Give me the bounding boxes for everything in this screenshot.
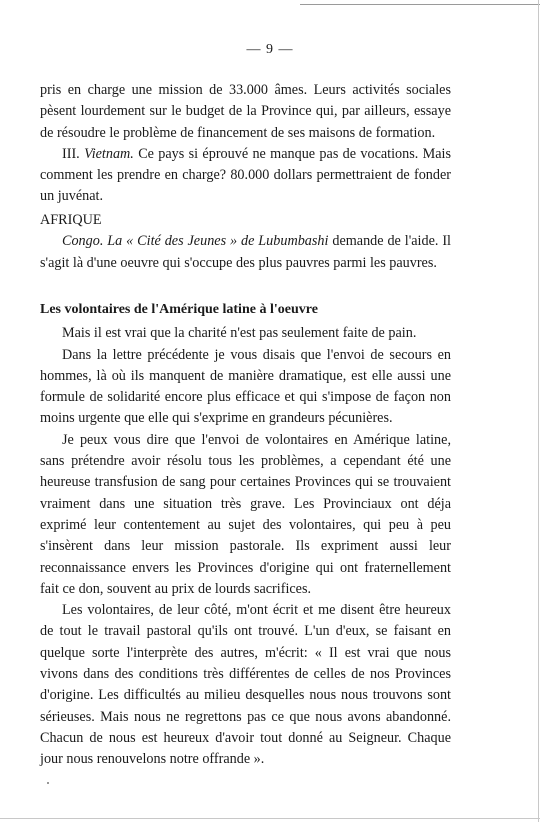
right-edge-rule bbox=[538, 0, 539, 822]
page-number: — 9 — bbox=[246, 42, 294, 57]
section-heading: Les volontaires de l'Amérique latine à l'oeuvre bbox=[40, 302, 318, 317]
country-name: Vietnam. bbox=[84, 145, 134, 162]
paragraph-volunteers-letter: Les volontaires, de leur côté, m'ont écrit et me disent être heureux de tout le travail pastoral qu'ils ont trouvé. L'un d'eux, se faisant en quelque sorte l'interprète des autres, m'écrit: « Il est vrai que nous vivons dans des conditions très différentes de celles de nos Provinces d'origine. Les difficultés au milieu desquelles nous nous trouvons sont sérieuses. Mais nous ne regrettons pas ce que nous avons abandonné. Chacun de nous est heureux d'avoir tout donné au Seigneur. Chaque jour nous renouvelons notre offrande ». bbox=[40, 602, 451, 768]
top-edge-rule bbox=[300, 4, 540, 5]
afrique-heading: AFRIQUE bbox=[40, 212, 102, 228]
opening-text bbox=[40, 80, 451, 208]
congo-italic-lead: Congo. La « Cité des Jeunes » de Lubumbashi bbox=[62, 233, 329, 250]
paragraph-congo bbox=[40, 231, 451, 274]
vietnam-text: Ce pays si éprouvé ne manque pas de vocations. Mais comment les prendre en charge? 80.000 dollars permettraient de fonder un juvénat. bbox=[40, 145, 452, 205]
paragraph-charity: Mais il est vrai que la charité n'est pas seulement faite de pain. bbox=[62, 325, 417, 342]
congo-text: demande de l'aide. Il s'agit là d'une oeuvre qui s'occupe des plus pauvres parmi les pauvres. bbox=[40, 233, 451, 271]
paragraph-volunteers-sent: Je peux vous dire que l'envoi de volontaires en Amérique latine, sans prétendre avoir résolu tous les problèmes, a cependant été une heureuse transfusion de sang pour certaines Provinces qui se trouvaient vraiment dans une situation très grave. Les Provinciaux ont déja exprimé leur contentement au sujet des volontaires, qui peu à peu s'insèrent dans leur mission pastorale. Ils expriment aussi leur reconnaissance envers les Provinces d'origine qui ont fraternellement fait ce don, souvent au prix de lourds sacrifices. bbox=[40, 431, 451, 597]
bottom-edge-rule bbox=[0, 818, 540, 819]
paragraph-vietnam bbox=[40, 144, 451, 208]
paragraph-mission: pris en charge une mission de 33.000 âmes. Leurs activités sociales pèsent lourdement sur le budget de la Province qui, par ailleurs, essaye de résoudre le problème de financement de ses maisons de formation. bbox=[40, 82, 451, 141]
afrique-section bbox=[40, 210, 451, 274]
volunteers-section bbox=[40, 299, 451, 771]
scan-speck bbox=[47, 782, 49, 784]
list-number: III. bbox=[62, 145, 80, 162]
paragraph-letter: Dans la lettre précédente je vous disais que l'envoi de secours en hommes, là où ils manquent de manière dramatique, est elle aussi une formule de solidarité encore plus efficace et qui s'impose de façon non moins urgente que elle qui s'exprime en grandeurs pécunières. bbox=[40, 346, 451, 427]
